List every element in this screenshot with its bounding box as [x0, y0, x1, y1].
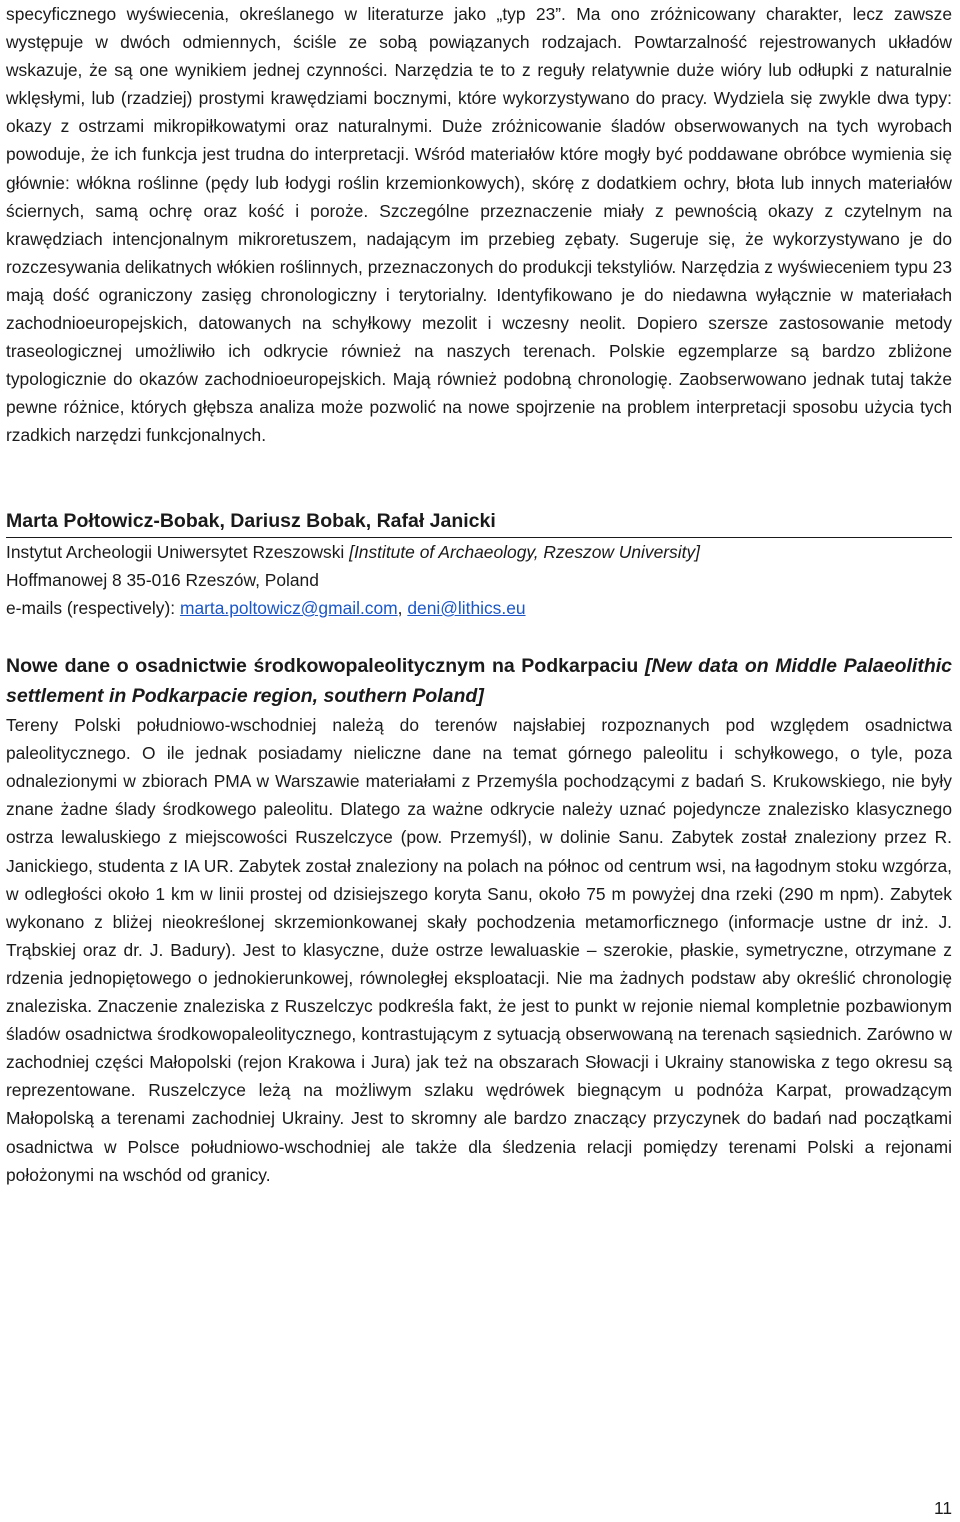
abstract-title	[6, 651, 952, 711]
affiliation-line	[6, 538, 952, 566]
email-link-1[interactable]: marta.poltowicz@gmail.com	[179, 597, 398, 618]
abstract-title-en: [New data on Middle Palaeolithic settlement in Podkarpacie region, southern Poland]	[6, 655, 952, 708]
abstract-body: Tereny Polski południowo-wschodniej należą do terenów najsłabiej rozpoznanych pod względem osadnictwa paleolitycznego. O ile jednak posiadamy nieliczne dane na temat górnego paleolitu i schyłkowego, o tyle, poza odnalezionymi w zbiorach PMA w Warszawie materiałami z Przemyśla pochodzącymi z badań S. Krukowskiego, nie były znane żadne ślady środkowego paleolitu. Dlatego za ważne odkrycie należy uznać pojedyncze znalezisko klasycznego ostrza lewaluskiego z miejscowości Ruszelczyce (pow. Przemyśl), w dolinie Sanu. Zabytek został znaleziony przez R. Janickiego, studenta z IA UR. Zabytek został znaleziony na polach na północ od centrum wsi, na łagodnym stoku wzgórza, w odległości około 1 km w linii prostej od dzisiejszego koryta Sanu, około 75 m powyżej dna rzeki (290 m npm). Zabytek wykonano z bliżej nieokreślonej skrzemionkowanej skały pochodzenia metamorficznego (informacje ustne dr inż. J. Trąbskiej oraz dr. J. Badury). Jest to klasyczne, duże ostrze lewaluaskie – szerokie, płaskie, symetryczne, otrzymane z rdzenia jednopiętowego o jednokierunkowej, równoległej eksploatacji. Nie ma żadnych podstaw aby określić chronologię znaleziska. Znaczenie znaleziska z Ruszelczyc podkreśla fakt, że jest to punkt w rejonie niemal kompletnie pozbawionym śladów osadnictwa środkowopaleolitycznego, kontrastującym z sytuacją obserwowaną na terenach sąsiednich. Zarówno w zachodniej części Małopolski (rejon Krakowa i Jura) jak też na obszarach Słowacji i Ukrainy stanowiska z tego okresu są reprezentowane. Ruszelczyce leżą na możliwym szlaku wędrówek biegnącym u podnóża Karpat, prowadzącym Małopolską a terenami zachodniej Ukrainy. Jest to skromny ale bardzo znaczący przyczynek do badań nad początkami osadnictwa w Polsce południowo-wschodniej ale także dla śledzenia relacji pomiędzy terenami Polski a rejonami położonymi na wschód od granicy.	[6, 715, 952, 1185]
institute-name: Instytut Archeologii Uniwersytet Rzeszowski	[6, 541, 345, 562]
authors-line: Marta Połtowicz-Bobak, Dariusz Bobak, Rafał Janicki	[6, 506, 952, 538]
abstract-header	[6, 506, 952, 623]
document-page	[6, 0, 952, 1189]
continued-paragraph: specyficznego wyświecenia, określanego w literaturze jako „typ 23”. Ma ono zróżnicowany charakter, lecz zawsze występuje w dwóch odmiennych, ściśle ze sobą powiązanych rodzajach. Powtarzalność rejestrowanych układów wskazuje, że są one wynikiem jednej czynności. Narzędzia te to z reguły relatywnie duże wióry lub odłupki z naturalnie wklęsłymi, lub (rzadziej) prostymi krawędziami bocznymi, które wykorzystywano do pracy. Wydziela się zwykle dwa typy: okazy z ostrzami mikropiłkowatymi oraz naturalnymi. Duże zróżnicowanie śladów obserwowanych na tych wyrobach powoduje, że ich funkcja jest trudna do interpretacji. Wśród materiałów które mogły być poddawane obróbce wymienia się głównie: włókna roślinne (pędy lub łodygi roślin krzemionkowych), skórę z dodatkiem ochry, błota lub innych materiałów ściernych, samą ochrę oraz kość i poroże. Szczególne przeznaczenie miały z pewnością okazy z czytelnym na krawędziach intencjonalnym mikroretuszem, nadającym im przebieg zębaty. Sugeruje się, że wykorzystywano je do rozczesywania delikatnych włókien roślinnych, przeznaczonych do produkcji tekstyliów. Narzędzia z wyświeceniem typu 23 mają dość ograniczony zasięg chronologiczny i terytorialny. Identyfikowano je do niedawna wyłącznie w materiałach zachodnioeuropejskich, datowanych na schyłkowy mezolit i wczesny neolit. Dopiero szersze zastosowanie metody traseologicznej umożliwiło ich odkrycie również na naszych terenach. Polskie egzemplarze są bardzo zbliżone typologicznie do okazów zachodnioeuropejskich. Mają również podobną chronologię. Zaobserwowano jednak tutaj także pewne różnice, których głębsza analiza może pozwolić na nowe spojrzenie na problem interpretacji sposobu użycia tych rzadkich narzędzi funkcjonalnych.	[6, 4, 952, 446]
abstract-title-pl: Nowe dane o osadnictwie środkowopaleolitycznym na Podkarpaciu	[6, 655, 639, 678]
page-number: 11	[933, 1498, 952, 1518]
email-separator: ,	[397, 597, 403, 618]
institute-name-en: [Institute of Archaeology, Rzeszow University]	[349, 541, 700, 562]
emails-label: e-mails (respectively):	[6, 597, 176, 618]
address-line: Hoffmanowej 8 35-016 Rzeszów, Poland	[6, 569, 319, 590]
emails-line	[6, 594, 952, 622]
email-link-2[interactable]: deni@lithics.eu	[407, 597, 526, 618]
